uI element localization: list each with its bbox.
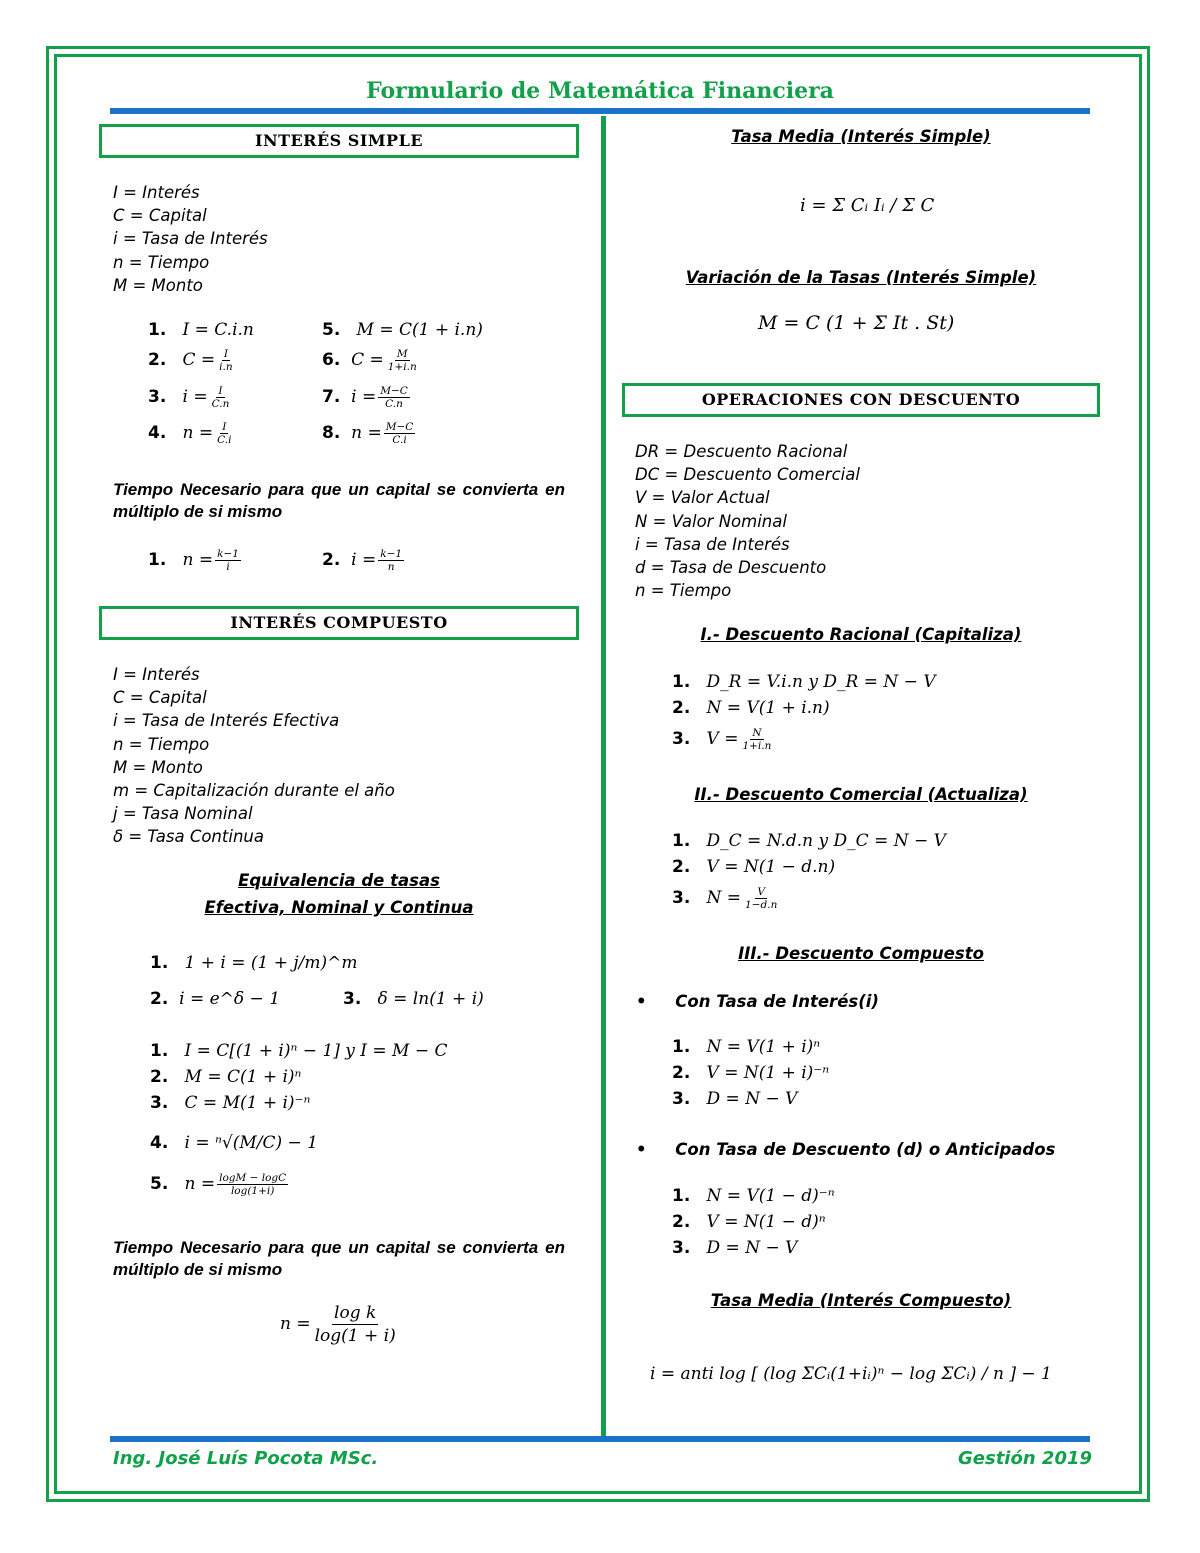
def-item: n = Tiempo (113, 734, 210, 754)
desc-comp-formula-1: 1. N = V(1 + i)ⁿ (672, 1037, 821, 1057)
def-item: δ = Tasa Continua (113, 827, 264, 847)
desc-comp-formula-3: 3. D = N − V (672, 1089, 798, 1109)
racional-formula-2: 2. N = V(1 + i.n) (672, 698, 830, 718)
bottom-rule (110, 1436, 1090, 1442)
def-item: M = Monto (113, 757, 203, 777)
def-item: C = Capital (113, 206, 207, 226)
desc-ant-formula-3: 3. D = N − V (672, 1238, 798, 1258)
bullet-tasa-interes: • Con Tasa de Interés(i) (636, 992, 879, 1011)
comp-formula-2: 2. M = C(1 + i)ⁿ (150, 1067, 302, 1087)
def-item: i = Tasa de Interés (635, 534, 790, 554)
footer-author: Ing. José Luís Pocota MSc. (113, 1448, 379, 1469)
formula-6: 6. C = $\frac{M}{1+i.n}$ (322, 348, 417, 373)
def-item: C = Capital (113, 688, 207, 708)
bullet-tasa-descuento: • Con Tasa de Descuento (d) o Anticipados (636, 1140, 1056, 1159)
footer-gestion: Gestión 2019 (958, 1448, 1093, 1469)
equiv-formula-1: 1. 1 + i = (1 + j/m)^m (150, 953, 358, 973)
equiv-title-1: Equivalencia de tasas (238, 871, 440, 890)
top-rule (110, 108, 1090, 114)
desc-comp-formula-2: 2. V = N(1 + i)⁻ⁿ (672, 1063, 830, 1083)
tasa-media-simple-formula: i = Σ Cᵢ Iᵢ / Σ C (800, 195, 935, 216)
simple-definitions (113, 181, 268, 297)
tasa-media-comp-formula: i = anti log [ (log ΣCᵢ(1+iᵢ)ⁿ − log ΣCᵢ) / n ] − 1 (650, 1364, 1052, 1384)
racional-title: I.- Descuento Racional (Capitaliza) (700, 625, 1022, 644)
formula-7: 7. i = $\frac{M-C}{C.n}$ (322, 385, 408, 410)
formula-1: 1. I = C.i.n (148, 320, 254, 340)
formula-4: 4. n = $\frac{I}{C.i}$ (148, 421, 232, 446)
def-item: DR = Descuento Racional (635, 442, 848, 461)
comp-formula-3: 3. C = M(1 + i)⁻ⁿ (150, 1093, 311, 1113)
comp-formula-5: 5. n = $\frac{\log M - \log C}{\log(1+i)}$ (150, 1172, 287, 1197)
equiv-formula-3: 3. δ = ln(1 + i) (343, 989, 484, 1009)
comercial-title: II.- Descuento Comercial (Actualiza) (694, 785, 1028, 804)
def-item: m = Capitalización durante el año (113, 781, 395, 801)
def-item: j = Tasa Nominal (113, 804, 253, 824)
def-item: I = Interés (113, 183, 200, 202)
racional-formula-1: 1. D_R = V.i.n y D_R = N − V (672, 672, 936, 692)
time-formula-2: 2. i = $\frac{k-1}{n}$ (322, 548, 403, 573)
def-item: n = Tiempo (113, 252, 210, 272)
comp-formula-4: 4. i = ⁿ√(M/C) − 1 (150, 1133, 319, 1153)
formula-2: 2. C = $\frac{I}{i.n}$ (148, 348, 233, 373)
note-simple: Tiempo Necesario para que un capital se convierta en múltiplo de si mismo (113, 480, 565, 521)
def-item: I = Interés (113, 665, 200, 684)
time-formula-1: 1. n = $\frac{k-1}{i}$ (148, 548, 239, 573)
compuesto-definitions (113, 663, 395, 849)
variacion-formula: M = C (1 + Σ It . St) (758, 312, 955, 334)
desc-ant-formula-2: 2. V = N(1 − d)ⁿ (672, 1212, 826, 1232)
note-compuesto: Tiempo Necesario para que un capital se convierta en múltiplo de si mismo (113, 1238, 565, 1279)
tasa-media-simple-title: Tasa Media (Interés Simple) (731, 127, 991, 146)
column-divider (601, 116, 606, 1438)
section-heading-compuesto: INTERÉS COMPUESTO (99, 606, 579, 640)
section-heading-simple: INTERÉS SIMPLE (99, 124, 579, 158)
def-item: V = Valor Actual (635, 488, 770, 508)
formula-8: 8. n = $\frac{M-C}{C.i}$ (322, 421, 414, 446)
def-item: N = Valor Nominal (635, 511, 787, 531)
def-item: i = Tasa de Interés Efectiva (113, 711, 340, 731)
comercial-formula-2: 2. V = N(1 − d.n) (672, 857, 836, 877)
equiv-title-2: Efectiva, Nominal y Continua (204, 898, 474, 917)
def-item: i = Tasa de Interés (113, 229, 268, 249)
def-item: d = Tasa de Descuento (635, 558, 827, 578)
equiv-formula-2: 2. i = e^δ − 1 (150, 989, 281, 1009)
tasa-media-comp-title: Tasa Media (Interés Compuesto) (710, 1291, 1012, 1310)
comercial-formula-1: 1. D_C = N.d.n y D_C = N − V (672, 831, 946, 851)
comercial-formula-3: 3. N = $\frac{V}{1-d.n}$ (672, 886, 778, 911)
page-title: Formulario de Matemática Financiera (366, 78, 834, 104)
section-heading-descuento: OPERACIONES CON DESCUENTO (622, 383, 1100, 417)
formula-3: 3. i = $\frac{I}{C.n}$ (148, 385, 230, 410)
descuento-definitions (635, 440, 860, 602)
def-item: M = Monto (113, 275, 203, 295)
racional-formula-3: 3. V = $\frac{N}{1+i.n}$ (672, 727, 772, 752)
compuesto-desc-title: III.- Descuento Compuesto (738, 944, 984, 963)
desc-ant-formula-1: 1. N = V(1 − d)⁻ⁿ (672, 1186, 835, 1206)
variacion-title: Variación de la Tasas (Interés Simple) (685, 268, 1037, 287)
formula-5: 5. M = C(1 + i.n) (322, 320, 483, 340)
time-formula-compuesto: n = $\frac{\text{log k}}{\log(1 + i)}$ (280, 1303, 396, 1346)
comp-formula-1: 1. I = C[(1 + i)ⁿ − 1] y I = M − C (150, 1041, 448, 1061)
def-item: n = Tiempo (635, 581, 732, 601)
def-item: DC = Descuento Comercial (635, 465, 860, 485)
